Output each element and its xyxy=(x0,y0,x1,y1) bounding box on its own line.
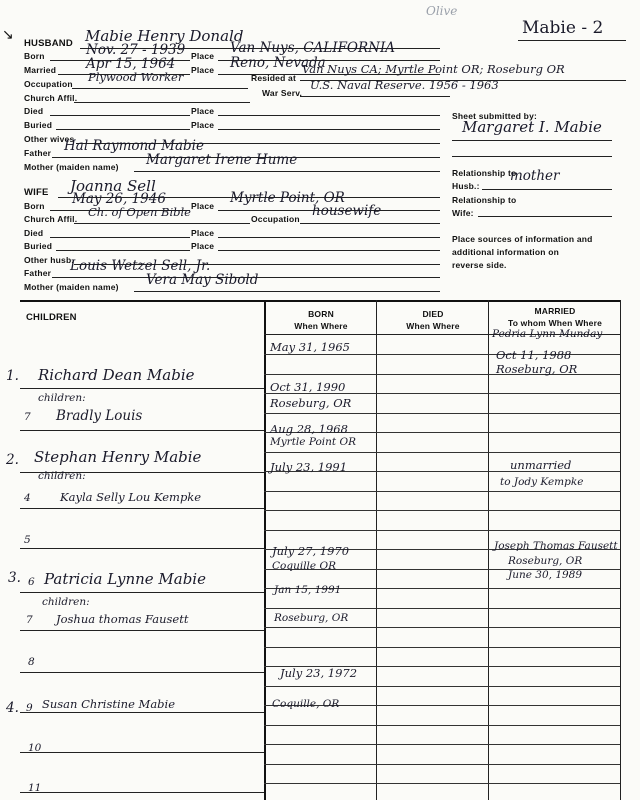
child-1-grandchild-place: Roseburg, OR xyxy=(270,396,352,410)
wife-occupation: housewife xyxy=(312,203,382,219)
husband-born: Nov. 27 - 1939 xyxy=(86,42,186,58)
husband-occupation: Plywood Worker xyxy=(88,70,184,84)
husband-resided: Van Nuys CA; Myrtle Point OR; Roseburg OR xyxy=(302,62,565,76)
grid-line xyxy=(264,764,620,765)
died-label: Died xyxy=(24,106,44,116)
husband-born-place: Van Nuys, CALIFORNIA xyxy=(230,40,396,56)
husband-war-serv: U.S. Naval Reserve. 1956 - 1963 xyxy=(310,78,499,92)
child-2-born: Aug 28, 1968 xyxy=(270,422,348,436)
child-1-grandchild-born: Oct 31, 1990 xyxy=(270,380,346,394)
child-4-born: July 23, 1972 xyxy=(280,666,358,680)
child-1-married-place: Roseburg, OR xyxy=(496,362,578,376)
child-2-spouse-2: to Jody Kempke xyxy=(500,476,584,488)
child-row-8: 8 xyxy=(28,656,35,668)
child-3-born-place: Coquille OR xyxy=(272,560,336,572)
occupation-label: Occupation xyxy=(24,79,73,89)
wife-label: WIFE xyxy=(24,187,49,198)
child-3-married-place: Roseburg, OR xyxy=(508,555,583,567)
married-header: MARRIED xyxy=(534,306,576,316)
child-3-children-label: children: xyxy=(42,596,90,608)
grid-line xyxy=(264,686,620,687)
arrow-icon: ↘ xyxy=(2,26,14,42)
submitter-relationship: mother xyxy=(510,168,560,184)
child-row-10: 10 xyxy=(28,742,42,754)
child-1-married-date: Oct 11, 1988 xyxy=(496,348,572,362)
wife-church: Ch. of Open Bible xyxy=(88,205,191,219)
married-place: Reno, Nevada xyxy=(230,55,326,71)
wife-father-label: Father xyxy=(24,268,52,278)
buried-label: Buried xyxy=(24,120,53,130)
grid-line xyxy=(264,530,620,531)
wife-born-place: Myrtle Point, OR xyxy=(230,190,345,206)
grid-line xyxy=(264,783,620,784)
child-3-spouse: Joseph Thomas Fausett xyxy=(494,540,618,552)
rel-husb-label-1: Relationship to xyxy=(452,168,517,178)
wife-church-label: Church Affil. xyxy=(24,214,78,224)
child-3-grandchild-num: 7 xyxy=(26,614,33,626)
child-4-row-num: 9 xyxy=(26,702,33,714)
grid-line xyxy=(264,647,620,648)
husband-name: Mabie Henry Donald xyxy=(85,27,244,45)
child-4-born-place: Coquille, OR xyxy=(272,698,340,710)
child-3-number: 3. xyxy=(8,570,21,586)
husband-mother: Margaret Irene Hume xyxy=(146,152,298,168)
grid-line xyxy=(264,491,620,492)
wife-name: Joanna Sell xyxy=(70,177,156,195)
church-label: Church Affil. xyxy=(24,93,78,103)
wife-father: Louis Wetzel Sell, Jr. xyxy=(70,258,211,274)
child-1-grandchild-num: 7 xyxy=(24,411,31,423)
pencil-note: Olive xyxy=(426,4,458,18)
husband-label: HUSBAND xyxy=(24,38,73,49)
child-1-children-label: children: xyxy=(38,392,86,404)
rel-husb-label-2: Husb.: xyxy=(452,181,480,191)
submitted-label: Sheet submitted by: xyxy=(452,111,538,121)
children-header: CHILDREN xyxy=(26,312,77,323)
child-2-number: 2. xyxy=(6,452,19,468)
rel-wife-label-1: Relationship to xyxy=(452,195,517,205)
wife-mother: Vera May Sibold xyxy=(146,272,259,288)
grid-line xyxy=(264,452,620,453)
child-3-grandchild-place: Roseburg, OR xyxy=(274,612,349,624)
born-header: BORN xyxy=(308,309,334,319)
born-when-where: When Where xyxy=(294,321,348,331)
wife-mother-label: Mother (maiden name) xyxy=(24,282,119,292)
child-3-grandchild-born: Jan 15, 1991 xyxy=(274,584,342,596)
buried-place-label: Place xyxy=(191,120,215,130)
rel-wife-label-2: Wife: xyxy=(452,208,474,218)
married-date: Apr 15, 1964 xyxy=(86,56,176,72)
grid-line xyxy=(264,413,620,414)
child-3-name: Patricia Lynne Mabie xyxy=(44,570,206,588)
wife-born: May 26, 1946 xyxy=(72,191,166,207)
child-3-row-num: 6 xyxy=(28,576,35,588)
grid-line xyxy=(264,725,620,726)
child-2-grandchild-num: 4 xyxy=(24,492,31,504)
wife-died-place-label: Place xyxy=(191,228,215,238)
wife-buried-label: Buried xyxy=(24,241,53,251)
died-place-label: Place xyxy=(191,106,215,116)
child-2-children-label: children: xyxy=(38,470,86,482)
child-2-spouse-1: unmarried xyxy=(510,458,572,472)
war-serv-label: War Serv. xyxy=(262,88,303,98)
sources-line-2: additional information on xyxy=(452,247,559,257)
husband-born-label: Born xyxy=(24,51,45,61)
submitter-name: Margaret I. Mabie xyxy=(462,118,602,136)
married-to-whom: To whom When Where xyxy=(507,318,603,328)
child-2-grandchild-born: July 23, 1991 xyxy=(270,460,348,474)
sources-line-3: reverse side. xyxy=(452,260,507,270)
child-1-name: Richard Dean Mabie xyxy=(38,366,195,384)
grid-line xyxy=(264,608,620,609)
child-row-11: 11 xyxy=(28,782,42,794)
father-label: Father xyxy=(24,148,52,158)
sheet-id: Mabie - 2 xyxy=(522,18,604,38)
child-1-number: 1. xyxy=(6,368,19,384)
child-1-grandchild: Bradly Louis xyxy=(56,408,143,424)
sources-line-1: Place sources of information and xyxy=(452,234,593,244)
wife-born-label: Born xyxy=(24,201,45,211)
other-wives-label: Other wives xyxy=(24,134,75,144)
child-3-grandchild: Joshua thomas Fausett xyxy=(56,612,189,626)
died-when-where: When Where xyxy=(406,321,460,331)
child-3-married-date: June 30, 1989 xyxy=(508,569,583,581)
resided-label: Resided at xyxy=(251,73,296,83)
child-3-born: July 27, 1970 xyxy=(272,544,350,558)
child-1-spouse: Pedria Lynn Munday xyxy=(492,328,603,340)
husband-father: Hal Raymond Mabie xyxy=(64,138,204,154)
child-2-name: Stephan Henry Mabie xyxy=(34,448,202,466)
wife-buried-place-label: Place xyxy=(191,241,215,251)
wife-born-place-label: Place xyxy=(191,201,215,211)
child-4-name: Susan Christine Mabie xyxy=(42,697,176,711)
grid-line xyxy=(264,744,620,745)
husband-born-place-label: Place xyxy=(191,51,215,61)
grid-line xyxy=(264,510,620,511)
wife-occupation-label: Occupation xyxy=(251,214,300,224)
child-4-number: 4. xyxy=(6,700,19,716)
child-2-grandchild: Kayla Selly Lou Kempke xyxy=(60,490,202,504)
child-2-born-place: Myrtle Point OR xyxy=(270,436,356,448)
other-husb-label: Other husb. xyxy=(24,255,74,265)
died-header: DIED xyxy=(422,309,444,319)
child-1-born: May 31, 1965 xyxy=(270,340,350,354)
mother-label: Mother (maiden name) xyxy=(24,162,119,172)
child-row-5: 5 xyxy=(24,534,31,546)
grid-line xyxy=(264,627,620,628)
wife-died-label: Died xyxy=(24,228,44,238)
married-label: Married xyxy=(24,65,57,75)
married-place-label: Place xyxy=(191,65,215,75)
